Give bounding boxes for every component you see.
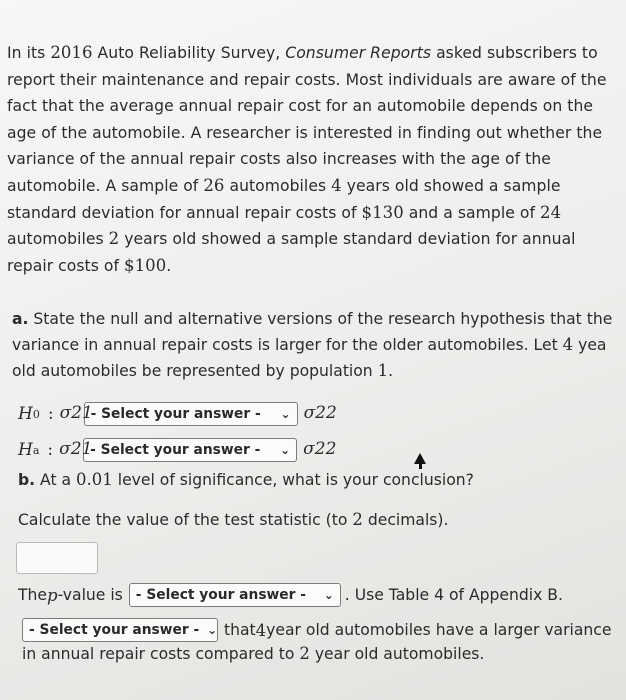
intro-line-4: age of the automobile. A researcher is interested in finding out whether the	[7, 123, 603, 142]
part-a-line-1: a. State the null and alternative versions of the research hypothesis that the	[12, 310, 613, 328]
intro-line-1: In its 2016 Auto Reliability Survey, Consumer Reports asked subscribers to	[7, 43, 598, 62]
part-b-label: b.	[18, 471, 36, 489]
intro-line-9: repair costs of $100.	[7, 255, 172, 275]
sigma-1-squared: σ21	[59, 439, 93, 459]
chevron-down-icon: ⌄	[280, 407, 291, 421]
conclusion-select[interactable]: - Select your answer - ⌄	[22, 618, 218, 642]
publication-name: Consumer Reports	[285, 44, 432, 62]
part-a-question	[12, 306, 626, 384]
conclusion-line-2: in annual repair costs compared to 2 year old automobiles.	[22, 644, 485, 663]
null-hypothesis-row: H 0 : σ21 - Select your answer - ⌄ σ22	[18, 403, 337, 424]
year-number: 2016	[50, 43, 93, 62]
sigma-2-squared: σ22	[303, 439, 337, 459]
intro-line-2: report their maintenance and repair costs. Most individuals are aware of the	[7, 70, 607, 89]
chevron-down-icon: ⌄	[280, 443, 291, 457]
chevron-down-icon: ⌄	[207, 623, 218, 637]
part-a-line-2: variance in annual repair costs is larger for the older automobiles. Let 4 yea	[12, 335, 607, 354]
p-value-row: The p -value is - Select your answer - ⌄ . Use Table 4 of Appendix B.	[18, 583, 563, 607]
mouse-pointer-icon	[414, 453, 426, 464]
part-b-question: b. At a 0.01 level of significance, what is your conclusion?	[18, 470, 474, 489]
intro-line-7: standard deviation for annual repair costs of $130 and a sample of 24	[7, 202, 562, 222]
sigma-2-squared: σ22	[303, 403, 337, 423]
ha-relation-select[interactable]: - Select your answer - ⌄	[83, 438, 297, 462]
test-statistic-input[interactable]	[16, 542, 98, 574]
sigma-1-squared: σ21	[59, 403, 93, 423]
h0-symbol: H	[18, 404, 33, 424]
ha-symbol: H	[18, 440, 33, 460]
h0-relation-select[interactable]: - Select your answer - ⌄	[84, 402, 298, 426]
part-a-line-3: old automobiles be represented by population 1.	[12, 361, 394, 380]
p-value-select[interactable]: - Select your answer - ⌄	[129, 583, 341, 607]
intro-line-3: fact that the average annual repair cost for an automobile depends on the	[7, 97, 594, 116]
intro-line-5: variance of the annual repair costs also increases with the age of the	[7, 150, 551, 169]
calculate-instruction: Calculate the value of the test statistic (to 2 decimals).	[18, 510, 449, 529]
part-a-label: a.	[12, 310, 29, 328]
table-reference-text: . Use Table 4 of Appendix B.	[344, 586, 563, 604]
problem-intro	[7, 40, 623, 279]
alternative-hypothesis-row: H a : σ21 - Select your answer - ⌄ σ22	[18, 439, 337, 460]
conclusion-row: - Select your answer - ⌄ that 4 year old automobiles have a larger variance	[22, 618, 611, 642]
intro-line-6: automobile. A sample of 26 automobiles 4 years old showed a sample	[7, 175, 561, 195]
intro-line-8: automobiles 2 years old showed a sample standard deviation for annual	[7, 229, 576, 249]
chevron-down-icon: ⌄	[323, 588, 334, 602]
